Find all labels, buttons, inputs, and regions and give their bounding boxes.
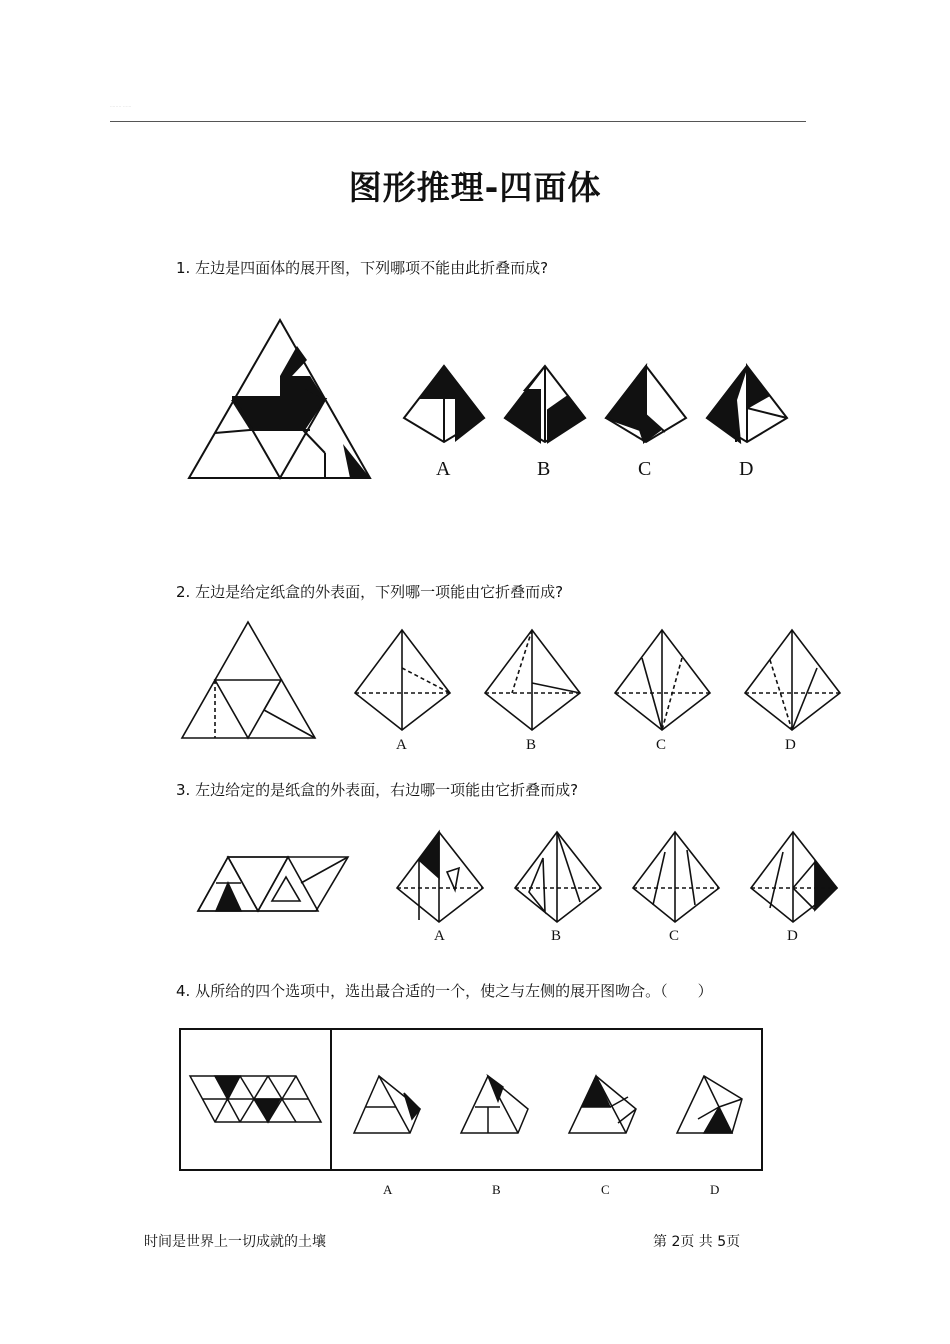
q2-net-figure bbox=[180, 620, 320, 742]
q1-option-c-figure bbox=[606, 366, 686, 442]
q4-option-d-label: D bbox=[710, 1182, 720, 1197]
question-1-text: 1. 左边是四面体的展开图，下列哪项不能由此折叠而成? bbox=[176, 259, 549, 277]
q4-option-c-figure bbox=[569, 1076, 636, 1133]
question-3-text: 3. 左边给定的是纸盒的外表面，右边哪一项能由它折叠而成? bbox=[176, 781, 579, 799]
q4-net-figure bbox=[190, 1076, 321, 1122]
q4-option-a-figure bbox=[354, 1076, 420, 1133]
q3-option-c-label: C bbox=[669, 928, 680, 944]
q1-option-d-figure bbox=[707, 366, 787, 442]
q1-option-b-figure bbox=[505, 366, 585, 442]
q4-figure-box bbox=[178, 1027, 764, 1173]
q2-option-b-label: B bbox=[526, 737, 537, 753]
footer-page-number: 第 2页 共 5页 bbox=[653, 1234, 741, 1250]
question-4-text: 4. 从所给的四个选项中，选出最合适的一个，使之与左侧的展开图吻合。（ ） bbox=[176, 982, 713, 1000]
q3-option-a-label: A bbox=[434, 928, 445, 944]
q4-option-c-label: C bbox=[601, 1182, 610, 1197]
header-rule bbox=[110, 121, 806, 122]
header-tiny-text: ........ ...... bbox=[110, 104, 132, 108]
q3-net-figure bbox=[196, 855, 352, 915]
q4-option-d-figure bbox=[677, 1076, 742, 1133]
footer-motto: 时间是世界上一切成就的土壤 bbox=[144, 1234, 326, 1250]
q1-net-figure bbox=[185, 318, 375, 483]
q3-option-d-label: D bbox=[787, 928, 798, 944]
q2-option-c-figure bbox=[615, 630, 710, 730]
q4-option-b-label: B bbox=[492, 1182, 501, 1197]
q2-option-a-label: A bbox=[396, 737, 407, 753]
q2-option-a-figure bbox=[355, 630, 450, 730]
q4-option-a-label: A bbox=[383, 1182, 393, 1197]
q3-option-c-figure bbox=[633, 832, 719, 922]
q3-option-b-label: B bbox=[551, 928, 562, 944]
q2-option-d-label: D bbox=[785, 737, 796, 753]
q2-options bbox=[352, 628, 852, 738]
q2-option-d-figure bbox=[745, 630, 840, 730]
q3-option-b-figure bbox=[515, 832, 601, 922]
q1-option-b-label: B bbox=[537, 458, 551, 480]
q3-option-a-figure bbox=[397, 832, 483, 922]
q2-option-c-label: C bbox=[656, 737, 667, 753]
page-title: 图形推理-四面体 bbox=[348, 168, 602, 207]
question-2-text: 2. 左边是给定纸盒的外表面，下列哪一项能由它折叠而成? bbox=[176, 583, 564, 601]
q1-option-a-label: A bbox=[436, 458, 451, 480]
q3-option-d-figure bbox=[751, 832, 837, 922]
q4-option-b-figure bbox=[461, 1076, 528, 1133]
q2-option-b-figure bbox=[485, 630, 580, 730]
q1-option-c-label: C bbox=[638, 458, 652, 480]
q3-options bbox=[395, 830, 840, 930]
q1-option-a-figure bbox=[404, 366, 484, 442]
q1-option-d-label: D bbox=[739, 458, 754, 480]
